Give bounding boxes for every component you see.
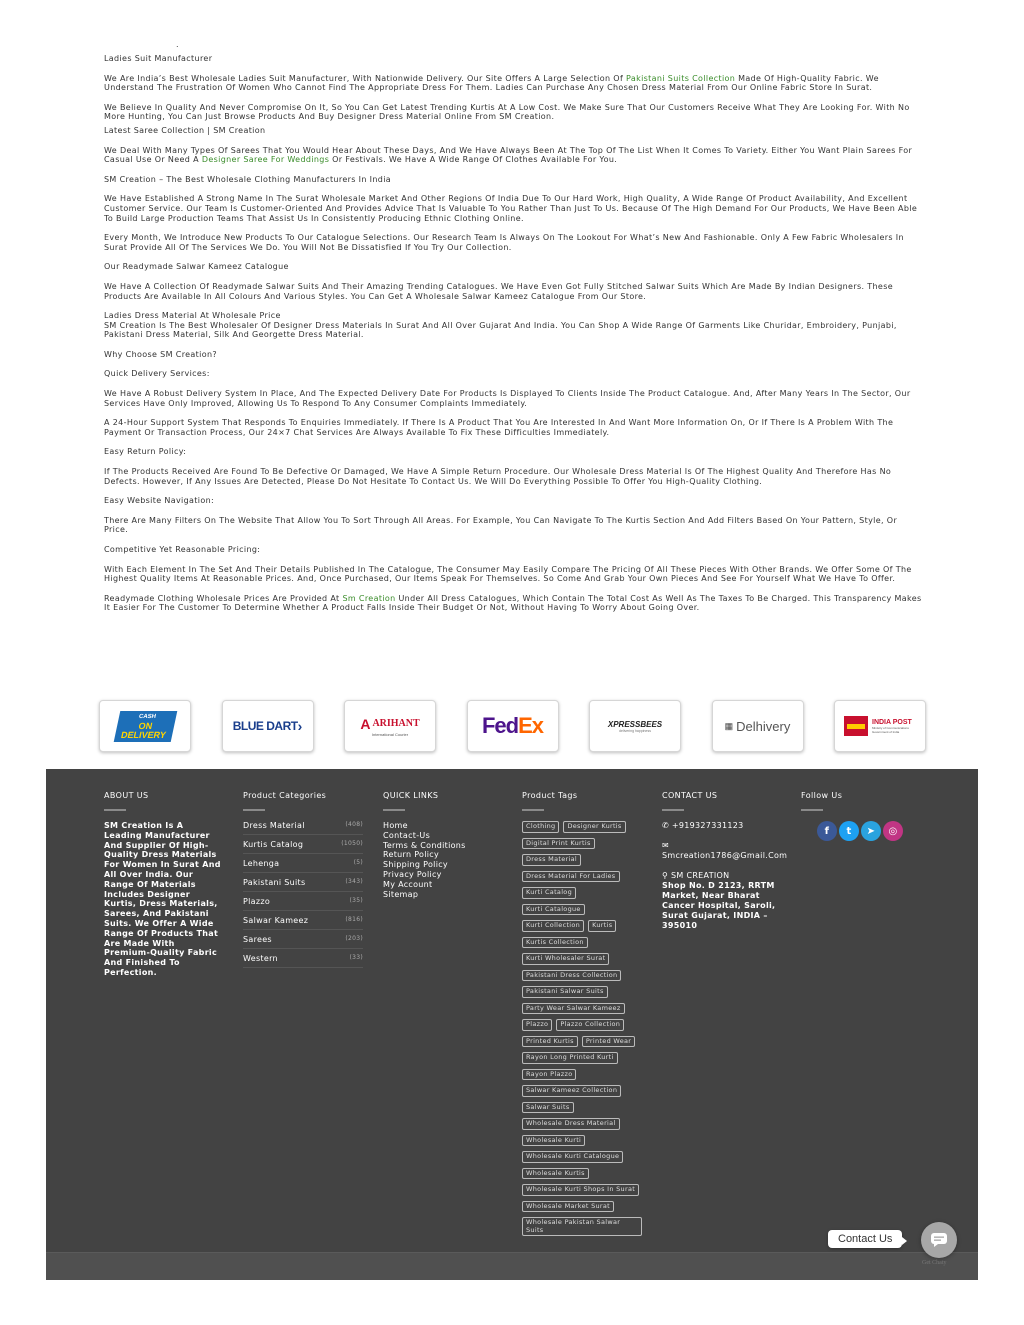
chat-icon [930,1232,948,1248]
phone-icon: ✆ [662,821,672,830]
category-name: Lehenga [243,859,280,868]
quick-link[interactable]: Return Policy [383,850,440,860]
article-paragraph: Latest Saree Collection | SM Creation [104,125,266,135]
product-tag[interactable]: Wholesale Kurti Shops In Surat [522,1184,639,1196]
category-item[interactable] [243,816,363,835]
inline-link[interactable]: Designer Saree For Weddings [201,155,330,165]
inline-link[interactable]: Pakistani Suits Collection [626,73,736,83]
article-paragraph: SM Creation Is The Best Wholesaler Of Designer Dress Materials In Surat And All Over Gujarat And India. You Can Shop A Wide Range Of Garments Like Churidar, Embroidery, Punjabi, Pakistani Dress Material, Silk And Georgette Dress Material. [104,320,897,340]
product-tag[interactable]: Wholesale Dress Material [522,1118,620,1130]
twitter-icon[interactable]: t [839,821,859,841]
product-tag[interactable]: Wholesale Market Surat [522,1201,614,1213]
product-tag[interactable]: Dress Material For Ladies [522,871,620,883]
article-paragraphs [104,54,924,613]
contact-email[interactable]: Smcreation1786@Gmail.Com [662,851,788,860]
category-item[interactable] [243,854,363,873]
category-count: (33) [349,954,363,961]
product-tag[interactable]: Designer Kurtis [563,821,625,833]
product-tag[interactable]: Wholesale Pakistan Salwar Suits [522,1217,642,1236]
product-tag[interactable]: Kurti Catalogue [522,904,585,916]
article-paragraph: Easy Website Navigation: [104,496,215,506]
category-name: Sarees [243,935,272,944]
category-name: Salwar Kameez [243,916,309,925]
quick-link[interactable]: Contact-Us [383,830,431,840]
product-tag[interactable]: Party Wear Salwar Kameez [522,1003,625,1015]
contact-company: ⚲ SM CREATION [662,871,730,880]
article-paragraph: Readymade Clothing Wholesale Prices Are Provided At Sm Creation Under All Dress Catalogues, Which Contain The Total Cost As Well As The Taxes To Be Charged. This Transparency Makes It Easier For The Customer To Determine Whether A Product Falls Inside Their Budget Or Not, Without Having To Worry About Going Over. [104,593,922,613]
product-tag[interactable]: Pakistani Salwar Suits [522,986,608,998]
product-tag[interactable]: Kurtis Collection [522,937,588,949]
inline-link[interactable]: Sm Creation [342,593,396,603]
article-paragraph: Our Readymade Salwar Kameez Catalogue [104,262,289,272]
product-tag[interactable]: Wholesale Kurti Catalogue [522,1151,623,1163]
footer-product-tags [522,791,642,1236]
article-paragraph: Quick Delivery Services: [104,369,210,379]
xpressbees-logo: XPRESSBEES delivering happiness [589,700,681,752]
telegram-icon[interactable]: ➤ [861,821,881,841]
footer-bottom-bar [46,1252,978,1280]
footer-about [104,791,222,978]
contact-address: Shop No. D 2123, RRTM Market, Near Bharat Cancer Hospital, Saroli, Surat Gujarat, INDIA – 395010 [662,881,776,930]
article-paragraph: We Have Established A Strong Name In The Surat Wholesale Market And Other Regions Of India Due To Our Hard Work, High Quality, A Wide Range Of Product Availability, And Excellent Customer Service. Our Team Is Customer-Oriented And Provides Advice That Is Valuable To You Rather Than Just To Us. Because Of The High Demand For Our Products, We Have Been Able To Build Large Production Teams That Assist Us In Consistently Producing Ethnic Clothing Online. [104,194,918,223]
product-tag[interactable]: Salwar Suits [522,1102,574,1114]
arihant-logo: A ARIHANT International Courier [344,700,436,752]
product-tag[interactable]: Printed Wear [582,1036,635,1048]
article-paragraph: We Have A Robust Delivery System In Place, And The Expected Delivery Date For Products Is Displayed To Clients Inside The Product Catalogue. And, After Many Years In The Sector, Our Services Have Only Improved, Allowing Us To Respond To Any Consumer Complaints Immediately. [104,389,911,408]
product-tag[interactable]: Kurti Catalog [522,887,576,899]
article-paragraph: Every Month, We Introduce New Products To Our Catalogue Selections. Our Research Team Is Always On The Lookout For What’s New And Fashionable. Only A Few Fabric Wholesalers In Surat Provide All Of The Services We Do. You Will Not Be Dissatisfied If You Try Our Collection. [104,233,904,252]
product-tag[interactable]: Clothing [522,821,559,833]
article-paragraph: Why Choose SM Creation? [104,349,218,359]
instagram-icon[interactable]: ◎ [883,821,903,841]
article-paragraph: Competitive Yet Reasonable Pricing: [104,545,261,554]
product-tag[interactable]: Printed Kurtis [522,1036,578,1048]
category-count: (1050) [341,840,363,847]
contact-title: CONTACT US [662,791,718,800]
get-chaty-link[interactable]: Get Chaty [922,1260,947,1266]
categories-title: Product Categories [243,791,327,800]
quick-link[interactable]: Home [383,821,408,830]
about-title: ABOUT US [104,791,149,800]
contact-phone[interactable]: ✆ +919327331123 [662,821,744,830]
article-paragraph: SM Creation – The Best Wholesale Clothing Manufacturers In India [104,174,392,184]
category-name: Dress Material [243,821,305,830]
footer-categories [243,791,363,968]
category-name: Plazzo [243,897,271,906]
footer-contact [662,791,788,931]
category-name: Western [243,954,278,963]
article-paragraph: We Have A Collection Of Readymade Salwar Suits And Their Amazing Trending Catalogues. We Have Even Got Fully Stitched Salwar Suits Which Are Made By Indian Designers. These Products Are Available In All Colours And Various Styles. You Can Get A Wholesale Salwar Kameez Catalogue From Our Store. [104,281,893,301]
article-paragraph: Easy Return Policy: [104,447,187,457]
category-count: (343) [345,878,363,885]
product-tag[interactable]: Plazzo [522,1019,552,1031]
blue-dart-logo: BLUE DART › [222,700,314,752]
category-name: Pakistani Suits [243,878,306,887]
category-count: (35) [349,897,363,904]
footer-quick-links [383,791,466,899]
category-item[interactable] [243,911,363,930]
product-tag[interactable]: Wholesale Kurtis [522,1168,589,1180]
quick-link[interactable]: Shipping Policy [383,860,448,870]
category-count: (5) [353,859,363,866]
category-item[interactable] [243,892,363,911]
site-footer [46,769,978,1279]
footer-follow [801,791,903,841]
top-dot: . [176,40,179,49]
product-tag[interactable]: Wholesale Kurti [522,1135,585,1147]
chaty-contact-label[interactable]: Contact Us [828,1230,902,1248]
category-name: Kurtis Catalog [243,840,304,849]
shipping-partner-logos [99,700,926,752]
article-paragraph: There Are Many Filters On The Website That Allow You To Sort Through All Areas. For Example, You Can Navigate To The Kurtis Section And Add Filters Based On Your Pattern, Style, Or Price. [104,515,898,535]
product-tag[interactable]: Salwar Kameez Collection [522,1085,621,1097]
article-paragraph: Ladies Suit Manufacturer [104,54,213,63]
category-item[interactable] [243,930,363,949]
envelope-icon: ✉ [662,841,670,850]
quick-link[interactable]: Privacy Policy [383,869,442,879]
location-pin-icon: ⚲ [662,871,672,880]
category-item[interactable] [243,873,363,892]
category-count: (203) [345,935,363,942]
tags-title: Product Tags [522,791,578,800]
quick-link[interactable]: Sitemap [383,889,419,899]
quick-link[interactable]: Terms & Conditions [383,840,466,850]
product-tag[interactable]: Dress Material [522,854,581,866]
category-count: (408) [345,821,363,828]
article-paragraph: We Are India’s Best Wholesale Ladies Suit Manufacturer, With Nationwide Delivery. Our Site Offers A Large Selection Of Pakistani Suits Collection Made Of High-Quality Fabric. We Understand The Frustration Of Women Who Cannot Find The Appropriate Dress For Them. Ladies Can Purchase Any Chosen Dress Material From Our Online Fabric Store In Surat. [104,73,879,93]
product-tag[interactable]: Rayon Plazzo [522,1069,576,1081]
product-tag[interactable]: Kurti Collection [522,920,584,932]
article-paragraph: If The Products Received Are Found To Be Defective Or Damaged, We Have A Simple Return Procedure. Our Wholesale Dress Material Is Of The Highest Quality And Therefore Has No Defects. However, If Any Issues Are Detected, Please Do Not Hesitate To Contact Us. We Will Do Everything Possible To Offer You High-Quality Clothing. [104,467,892,486]
quick-link[interactable]: My Account [383,879,433,889]
product-tag[interactable]: Rayon Long Printed Kurti [522,1052,618,1064]
article-paragraph: A 24-Hour Support System That Responds To Enquiries Immediately. If There Is A Product That You Are Interested In And Want More Information On, Or If There Is A Problem With The Payment Or Transaction Process, Our 24×7 Chat Services Are Always Available To Fix These Difficulties Immediately. [104,418,894,437]
category-item[interactable] [243,949,363,968]
chaty-widget-button[interactable] [921,1222,957,1258]
product-tag[interactable]: Plazzo Collection [556,1019,624,1031]
article-paragraph: Ladies Dress Material At Wholesale Price [104,311,281,321]
quick-links-title: QUICK LINKS [383,791,439,800]
delhivery-logo: ▦ Delhivery [712,700,804,752]
product-tag[interactable]: Kurti Wholesaler Surat [522,953,609,965]
about-text: SM Creation Is A Leading Manufacturer And Supplier Of High-Quality Dress Materials For Women In Surat And All Over India. Our Range Of Materials Includes Designer Kurtis, Dress Materials, Sarees, And Pakistani Suits. We Offer A Wide Range Of Products That Are Made With Premium-Quality Fabric And Finished To Perfection. [104,821,221,977]
article-paragraph: With Each Element In The Set And Their Details Published In The Catalogue, The Consumer May Easily Compare The Pricing Of All These Pieces With Other Brands. We Offer Some Of The Highest Quality Items At Reasonable Prices. And, Once Purchased, Our Items Speak For Themselves. So Come And Grab Your Own Pieces And See For Yourself What We Have To Offer. [104,564,912,584]
article-content [104,40,924,623]
facebook-icon[interactable]: f [817,821,837,841]
cash-on-delivery-logo: CASH ON DELIVERY [99,700,191,752]
category-item[interactable] [243,835,363,854]
india-post-logo: INDIA POST Ministry of Communications Government of India [834,700,926,752]
category-count: (816) [345,916,363,923]
follow-title: Follow Us [801,791,843,800]
product-tag[interactable]: Digital Print Kurtis [522,838,595,850]
fedex-logo: Fed Ex [467,700,559,752]
product-tag[interactable]: Pakistani Dress Collection [522,970,621,982]
product-tag[interactable]: Kurtis [588,920,616,932]
article-paragraph: We Deal With Many Types Of Sarees That You Would Hear About These Days, And We Have Always Been At The Top Of The List When It Comes To Variety. Either You Want Plain Sarees For Casual Use Or Need A Designer Saree For Weddings Or Festivals. We Have A Wide Range Of Clothes Available For You. [104,145,913,165]
article-paragraph: We Believe In Quality And Never Compromise On It, So You Can Get Latest Trending Kurtis At A Low Cost. We Make Sure That Our Customers Receive What They Are Looking For. With No More Hunting, You Can Just Browse Products And Buy Designer Dress Material Online From SM Creation. [104,102,910,122]
